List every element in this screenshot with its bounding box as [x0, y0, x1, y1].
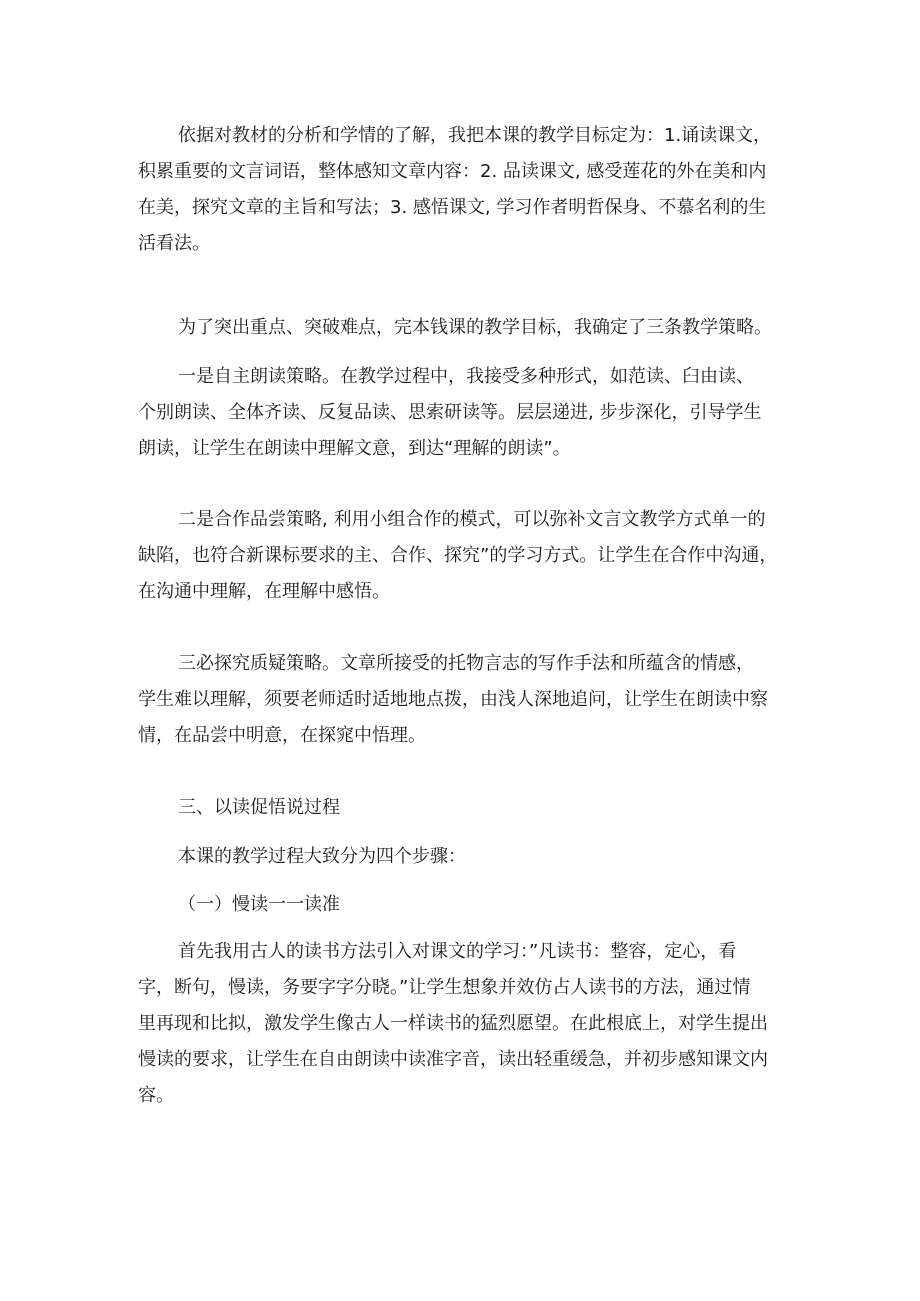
- text-line: 里再现和比拟，激发学生像古人一样读书的猛烈愿望。在此根底上，对学生提出: [138, 1013, 768, 1034]
- text-line: 慢读的要求，让学生在自由朗读中读准字音，读出轻重缓急，并初步感知课文内: [138, 1049, 768, 1070]
- text-line: 在美，探究文章的主旨和写法；3. 感悟课文, 学习作者明哲保身、不慕名利的生: [138, 197, 767, 218]
- paragraph-strategy-2: [138, 502, 788, 610]
- step-1-heading: [138, 887, 788, 923]
- text-line: 朗读，让学生在朗读中理解文意，到达“理解的朗读”。: [138, 438, 571, 459]
- text-line: 个别朗读、全体齐读、反复品读、思索研读等。层层递进, 步步深化，引导学生: [138, 402, 762, 423]
- text-line: 本课的教学过程大致分为四个步骤：: [178, 846, 466, 867]
- paragraph-strategy-1: [138, 359, 788, 467]
- text-line: 三必探究质疑策略。文章所接受的托物言志的写作手法和所蕴含的情感，: [178, 653, 754, 674]
- text-line: 活看法。: [138, 233, 210, 254]
- text-line: 一是自主朗读策略。在教学过程中，我接受多种形式，如范读、臼由读、: [178, 366, 754, 387]
- paragraph-objectives: [138, 118, 788, 262]
- text-line: 在沟通中理解，在理解中感悟。: [138, 581, 390, 602]
- text-line: 二是合作品尝策略, 利用小组合作的模式，可以弥补文言文教学方式单一的: [178, 509, 766, 530]
- text-line: （一）慢读一一读准: [178, 894, 340, 915]
- text-line: 容。: [138, 1085, 174, 1106]
- section-3-heading: [138, 790, 788, 826]
- paragraph-strategies-intro: [138, 310, 788, 346]
- text-line: 依据对教材的分析和学情的了解，我把本课的教学目标定为：1.诵读课文，: [178, 125, 772, 146]
- text-line: 字，断句，慢读，务要字字分晓。”让学生想象并效仿占人读书的方法，通过情: [138, 977, 751, 998]
- text-line: 三、以读促悟说过程: [178, 797, 340, 818]
- text-line: 学生难以理解，须要老师适时适地地点拨，由浅人深地追问，让学生在朗读中察: [138, 689, 768, 710]
- paragraph-process-intro: [138, 839, 788, 875]
- text-line: 情，在品尝中明意，在探窕中悟理。: [138, 725, 426, 746]
- text-line: 缺陷，也符合新课标要求的主、合作、探究”的学习方式。让学生在合作中沟通，: [138, 545, 778, 566]
- paragraph-strategy-3: [138, 646, 788, 754]
- text-line: 积累重要的文言词语，整体感知文章内容：2. 品读课文, 感受莲花的外在美和内: [138, 161, 767, 182]
- text-line: 首先我用古人的读书方法引入对课文的学习：”凡读书：整容，定心，看: [178, 941, 737, 962]
- paragraph-step-1-body: [138, 934, 788, 1114]
- text-line: 为了突出重点、突破难点，完本钱课的教学目标，我确定了三条教学策略。: [178, 317, 772, 338]
